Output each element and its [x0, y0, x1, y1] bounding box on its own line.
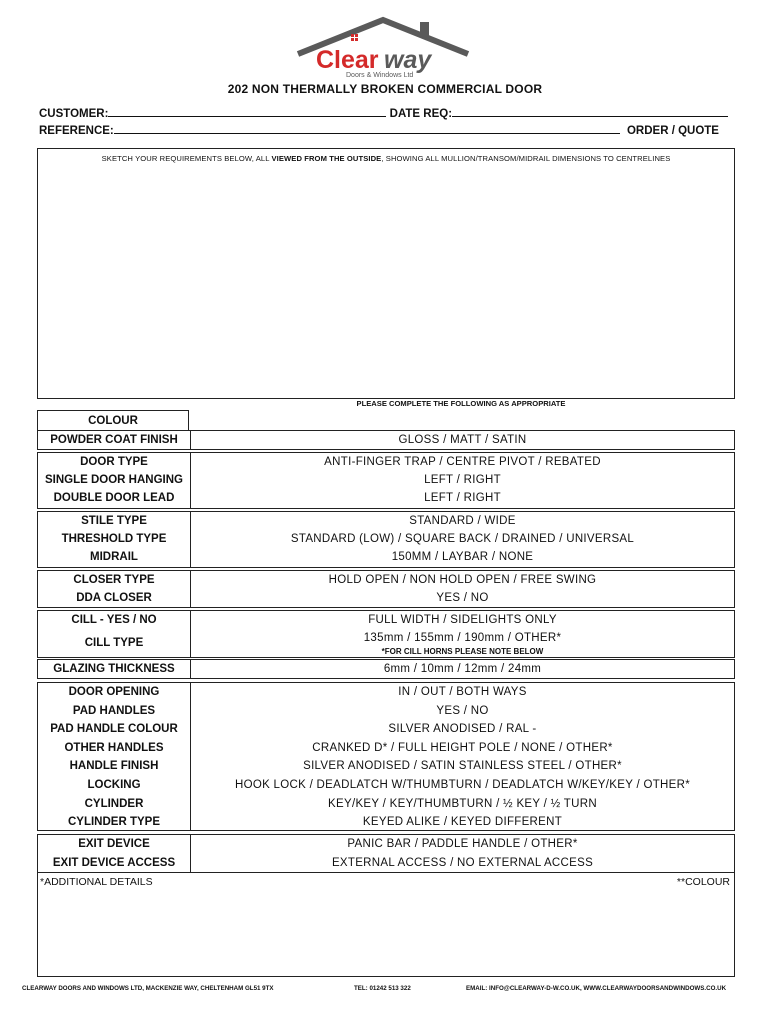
table-row [38, 795, 734, 813]
table-row [38, 683, 734, 701]
logo-brand-clear: Clear [316, 46, 379, 74]
powder-coat-group [37, 430, 735, 450]
additional-details-label: *ADDITIONAL DETAILS [40, 876, 153, 888]
reference-line [39, 123, 719, 137]
row-label: CILL - YES / NO [71, 614, 157, 626]
row-label: LOCKING [87, 779, 141, 791]
table-row [38, 489, 734, 507]
row-options[interactable]: ANTI-FINGER TRAP / CENTRE PIVOT / REBATED [324, 456, 601, 468]
row-label: EXIT DEVICE [78, 838, 150, 850]
footer-tel: TEL: 01242 513 322 [354, 985, 411, 992]
house-roof-icon [288, 14, 478, 80]
row-label: EXIT DEVICE ACCESS [52, 856, 176, 869]
row-label: POWDER COAT FINISH [50, 434, 178, 446]
row-label: CYLINDER [84, 797, 144, 810]
table-row [38, 571, 734, 589]
colour-cell [37, 410, 189, 430]
colour-details-label: **COLOUR [676, 876, 730, 888]
row-label: DOOR TYPE [80, 456, 148, 468]
reference-label: REFERENCE: [39, 125, 114, 137]
row-label: MIDRAIL [90, 551, 138, 563]
row-options[interactable]: FULL WIDTH / SIDELIGHTS ONLY [368, 614, 557, 626]
table-row [38, 720, 734, 738]
date-req-field[interactable] [452, 106, 728, 117]
please-complete-note: PLEASE COMPLETE THE FOLLOWING AS APPROPRIATE [356, 399, 566, 408]
date-req-label: DATE REQ: [389, 108, 453, 120]
row-options[interactable]: 135mm / 155mm / 190mm / OTHER* [363, 632, 562, 644]
table-row [38, 548, 734, 566]
row-options[interactable]: HOOK LOCK / DEADLATCH W/THUMBTURN / DEADLATCH W/KEY/KEY / OTHER* [235, 779, 690, 791]
row-options[interactable]: 6mm / 10mm / 12mm / 24mm [383, 663, 542, 675]
table-row [38, 776, 734, 794]
row-options[interactable]: SILVER ANODISED / SATIN STAINLESS STEEL / OTHER* [303, 760, 622, 772]
additional-details-area[interactable] [37, 873, 735, 977]
exit-device-group [37, 834, 735, 873]
closer-group [37, 570, 735, 608]
company-logo [288, 14, 478, 80]
row-label: SINGLE DOOR HANGING [44, 474, 183, 486]
cill-group [37, 610, 735, 658]
row-label: CILL TYPE [84, 637, 144, 649]
row-label: CYLINDER TYPE [67, 816, 160, 828]
row-label: CLOSER TYPE [73, 574, 155, 586]
row-options[interactable]: HOLD OPEN / NON HOLD OPEN / FREE SWING [328, 574, 597, 586]
table-row [38, 453, 734, 471]
logo-brand-way: way [384, 46, 432, 74]
row-label: PAD HANDLES [72, 704, 156, 717]
logo-tagline: Doors & Windows Ltd [346, 72, 414, 79]
footer-email[interactable]: EMAIL: INFO@CLEARWAY-D-W.CO.UK, WWW.CLEARWAYDOORSANDWINDOWS.CO.UK [466, 985, 727, 992]
table-row [38, 702, 734, 720]
row-options[interactable]: STANDARD / WIDE [409, 515, 516, 527]
table-row [38, 512, 734, 530]
row-options[interactable]: CRANKED D* / FULL HEIGHT POLE / NONE / OTHER* [312, 741, 613, 754]
row-options[interactable]: YES / NO [436, 592, 489, 604]
row-options[interactable]: KEYED ALIKE / KEYED DIFFERENT [362, 816, 563, 828]
row-label: DOOR OPENING [68, 686, 160, 698]
table-row [38, 589, 734, 607]
row-options[interactable]: LEFT / RIGHT [424, 474, 501, 486]
reference-field[interactable] [114, 123, 620, 134]
table-row [38, 530, 734, 548]
table-row [38, 629, 734, 657]
row-options[interactable]: IN / OUT / BOTH WAYS [398, 686, 527, 698]
order-quote-choice[interactable]: ORDER / QUOTE [626, 125, 719, 137]
row-label: OTHER HANDLES [64, 741, 164, 754]
table-row [38, 854, 734, 872]
customer-field[interactable] [108, 106, 386, 117]
row-options[interactable]: PANIC BAR / PADDLE HANDLE / OTHER* [347, 838, 578, 850]
customer-label: CUSTOMER: [39, 108, 109, 120]
row-label: HANDLE FINISH [69, 760, 159, 772]
table-row [38, 813, 734, 831]
row-label: STILE TYPE [81, 515, 147, 527]
table-row [38, 431, 734, 449]
sketch-instruction [37, 154, 735, 163]
table-row [38, 660, 734, 678]
footer-address: CLEARWAY DOORS AND WINDOWS LTD, MACKENZIE WAY, CHELTENHAM GL51 9TX [22, 985, 274, 992]
table-row [38, 471, 734, 489]
colour-label: COLOUR [88, 415, 138, 427]
table-row [38, 835, 734, 853]
row-label: GLAZING THICKNESS [53, 663, 175, 675]
cill-horns-note: *FOR CILL HORNS PLEASE NOTE BELOW [381, 647, 544, 656]
table-row [38, 611, 734, 629]
row-label: DOUBLE DOOR LEAD [53, 492, 175, 504]
row-options[interactable]: LEFT / RIGHT [424, 492, 501, 504]
row-options[interactable]: SILVER ANODISED / RAL - [388, 723, 537, 735]
row-options[interactable]: STANDARD (LOW) / SQUARE BACK / DRAINED / UNIVERSAL [290, 533, 635, 545]
form-title: 202 NON THERMALLY BROKEN COMMERCIAL DOOR [227, 82, 543, 96]
table-row [38, 757, 734, 775]
row-label: THRESHOLD TYPE [61, 533, 167, 545]
stile-group [37, 511, 735, 568]
row-label: DDA CLOSER [76, 592, 152, 604]
sketch-instruction-post: , SHOWING ALL MULLION/TRANSOM/MIDRAIL DIMENSIONS TO CENTRELINES [381, 154, 671, 163]
sketch-area[interactable] [37, 148, 735, 399]
row-options[interactable]: EXTERNAL ACCESS / NO EXTERNAL ACCESS [331, 856, 594, 869]
customer-line [39, 106, 728, 120]
row-options[interactable]: KEY/KEY / KEY/THUMBTURN / ½ KEY / ½ TURN [328, 797, 597, 810]
sketch-instruction-bold: VIEWED FROM THE OUTSIDE [271, 154, 382, 163]
glazing-group [37, 659, 735, 679]
hardware-group [37, 682, 735, 831]
table-row [38, 739, 734, 757]
row-label: PAD HANDLE COLOUR [50, 723, 178, 735]
row-options[interactable]: YES / NO [436, 704, 489, 717]
row-options[interactable]: 150MM / LAYBAR / NONE [391, 551, 534, 563]
door-group [37, 452, 735, 509]
sketch-instruction-pre: SKETCH YOUR REQUIREMENTS BELOW, ALL [101, 154, 272, 163]
row-options[interactable]: GLOSS / MATT / SATIN [398, 434, 527, 446]
